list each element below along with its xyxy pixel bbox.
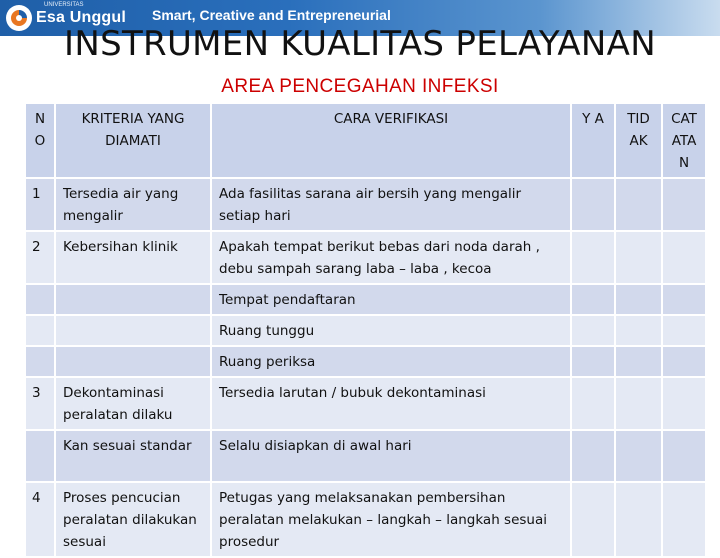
cell-no (25, 284, 55, 315)
cell-cara: Petugas yang melaksanakan pembersihan peralatan melakukan – langkah – langkah sesuai prosedur (211, 482, 571, 557)
cell-tidak[interactable] (615, 482, 662, 557)
cell-catatan[interactable] (662, 377, 706, 430)
cell-ya[interactable] (571, 377, 615, 430)
table-row (25, 231, 706, 284)
cell-no (25, 346, 55, 377)
table-row (25, 315, 706, 346)
cell-cara: Tempat pendaftaran (211, 284, 571, 315)
cell-kriteria (55, 315, 211, 346)
cell-catatan[interactable] (662, 231, 706, 284)
header-kriteria: KRITERIA YANG DIAMATI (55, 103, 211, 178)
cell-kriteria: Kebersihan klinik (55, 231, 211, 284)
cell-tidak[interactable] (615, 178, 662, 231)
cell-catatan[interactable] (662, 346, 706, 377)
cell-catatan[interactable] (662, 315, 706, 346)
cell-kriteria: Tersedia air yang mengalir (55, 178, 211, 231)
cell-catatan[interactable] (662, 482, 706, 557)
cell-ya[interactable] (571, 482, 615, 557)
cell-no (25, 315, 55, 346)
header-ya: Y A (571, 103, 615, 178)
cell-no (25, 430, 55, 482)
logo-subtext: UNIVERSITAS (44, 2, 84, 8)
header-cara-verifikasi: CARA VERIFIKASI (211, 103, 571, 178)
cell-ya[interactable] (571, 346, 615, 377)
table-header-row (25, 103, 706, 178)
page-subtitle: AREA PENCEGAHAN INFEKSI (221, 76, 499, 97)
cell-kriteria: Proses pencucian peralatan dilakukan sesuai (55, 482, 211, 557)
cell-no: 1 (25, 178, 55, 231)
cell-catatan[interactable] (662, 430, 706, 482)
cell-ya[interactable] (571, 178, 615, 231)
logo-text: Esa Unggul (36, 9, 127, 26)
cell-no: 4 (25, 482, 55, 557)
cell-tidak[interactable] (615, 315, 662, 346)
cell-cara: Apakah tempat berikut bebas dari noda darah , debu sampah sarang laba – laba , kecoa (211, 231, 571, 284)
cell-cara: Tersedia larutan / bubuk dekontaminasi (211, 377, 571, 430)
cell-tidak[interactable] (615, 284, 662, 315)
table-row (25, 430, 706, 482)
cell-cara: Ruang periksa (211, 346, 571, 377)
header-tidak: TID AK (615, 103, 662, 178)
cell-tidak[interactable] (615, 430, 662, 482)
tagline: Smart, Creative and Entrepreneurial (152, 7, 391, 23)
header-catatan: CAT ATA N (662, 103, 706, 178)
table-row (25, 178, 706, 231)
page-title: INSTRUMEN KUALITAS PELAYANAN (64, 24, 656, 64)
cell-catatan[interactable] (662, 178, 706, 231)
cell-no: 2 (25, 231, 55, 284)
cell-tidak[interactable] (615, 377, 662, 430)
cell-cara: Selalu disiapkan di awal hari (211, 430, 571, 482)
cell-ya[interactable] (571, 284, 615, 315)
table-row (25, 482, 706, 557)
cell-no: 3 (25, 377, 55, 430)
table-row (25, 377, 706, 430)
cell-kriteria: Kan sesuai standar (55, 430, 211, 482)
cell-tidak[interactable] (615, 346, 662, 377)
cell-cara: Ruang tunggu (211, 315, 571, 346)
cell-kriteria (55, 284, 211, 315)
cell-catatan[interactable] (662, 284, 706, 315)
table-row (25, 284, 706, 315)
cell-ya[interactable] (571, 315, 615, 346)
cell-kriteria: Dekontaminasi peralatan dilaku (55, 377, 211, 430)
instrument-table (24, 102, 707, 558)
header-no: N O (25, 103, 55, 178)
cell-ya[interactable] (571, 430, 615, 482)
cell-tidak[interactable] (615, 231, 662, 284)
table-row (25, 346, 706, 377)
cell-kriteria (55, 346, 211, 377)
cell-cara: Ada fasilitas sarana air bersih yang mengalir setiap hari (211, 178, 571, 231)
cell-ya[interactable] (571, 231, 615, 284)
